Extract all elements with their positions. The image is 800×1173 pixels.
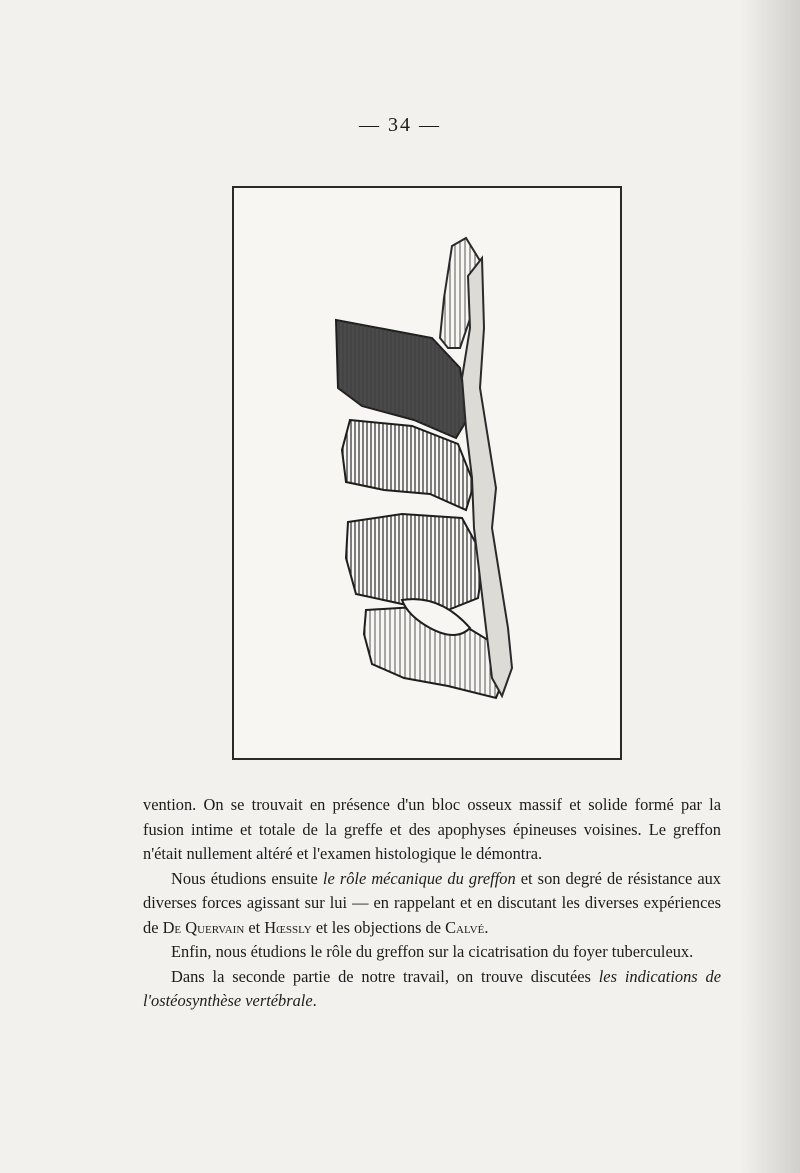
paragraph-2-part-7: et les objections de (311, 917, 446, 937)
author-hoessly: Hœssly (264, 917, 312, 937)
figure-frame (232, 186, 622, 760)
emphasis-indications: les indications de l'ostéosynthèse vertébrale (143, 966, 722, 1010)
body-text (143, 793, 721, 1014)
author-de-quervain: De Quervain (162, 917, 245, 937)
paragraph-2-part-5: et (244, 917, 265, 937)
paragraph-2 (143, 867, 721, 941)
paragraph-2-part-3: et son degré de résistance aux diverses forces agissant sur lui — en rappelant et en discutant les diverses expériences de (143, 868, 722, 937)
paragraph-4-part-1: Dans la seconde partie de notre travail, on trouve discutées (171, 966, 599, 986)
page-number: — 34 — (359, 114, 441, 136)
spine-vertebrae-illustration-icon (234, 188, 620, 758)
paragraph-4-part-3: . (312, 991, 317, 1010)
author-calve: Calvé (445, 917, 485, 937)
vertebral-block (336, 238, 512, 698)
paragraph-2-part-1: Nous étudions ensuite (171, 868, 323, 888)
emphasis-role-mecanique: le rôle mécanique du greffon (322, 868, 516, 888)
page-edge-shadow (740, 0, 800, 1173)
paragraph-3: Enfin, nous étudions le rôle du greffon sur la cicatrisation du foyer tuberculeux. (171, 942, 694, 961)
paragraph-1: vention. On se trouvait en présence d'un bloc osseux massif et solide formé par la fusion intime et totale de la greffe et des apophyses épineuses voisines. Le greffon n'était nullement altéré et l'examen histologique le démontra. (143, 795, 721, 863)
paragraph-2-part-9: . (484, 917, 489, 937)
paragraph-4 (143, 965, 721, 1014)
